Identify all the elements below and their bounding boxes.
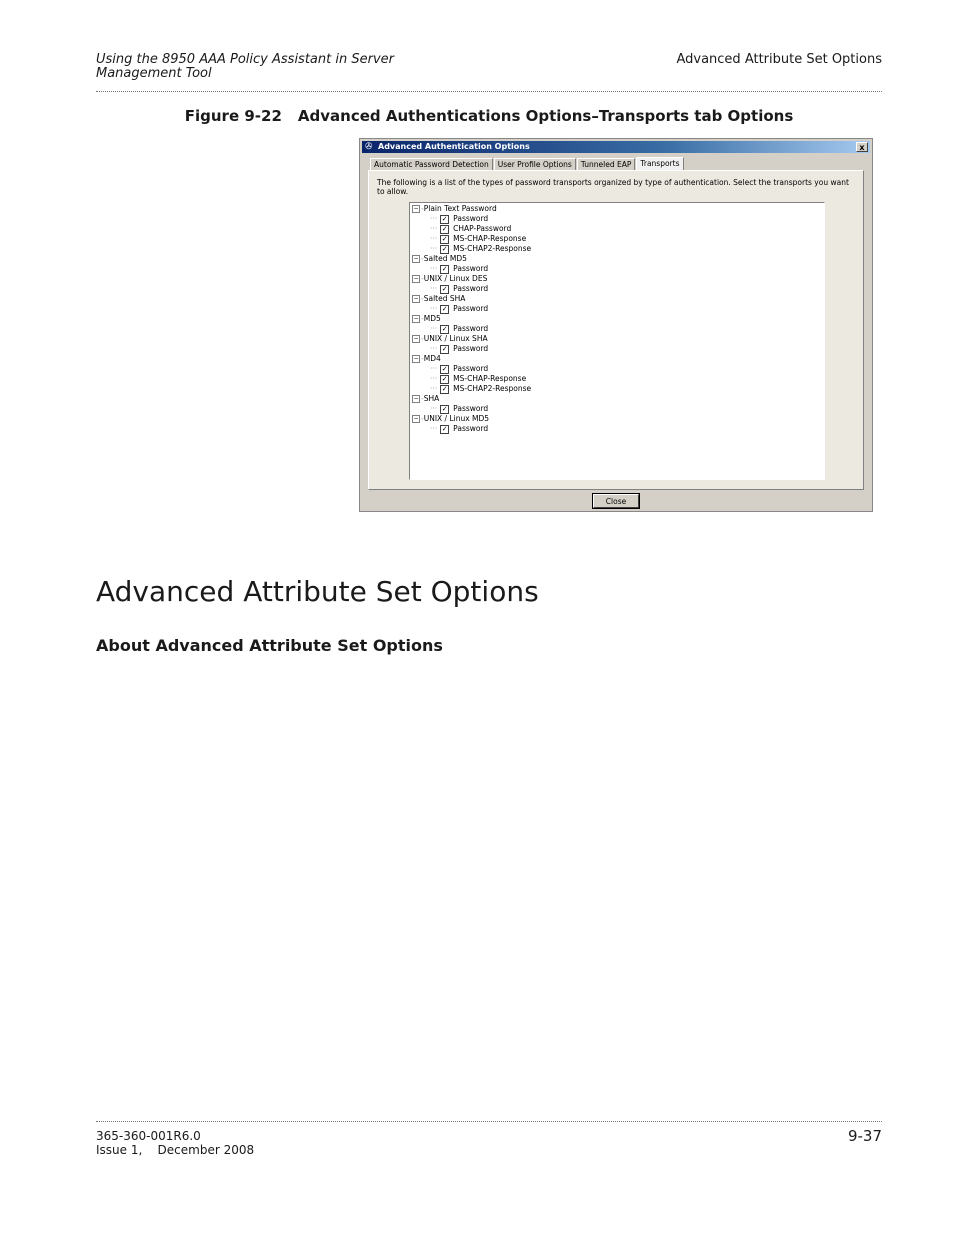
tree-item[interactable] (430, 214, 488, 224)
collapse-icon[interactable]: − (413, 315, 419, 322)
close-button[interactable]: Close (593, 494, 639, 508)
tree-item-label: MS-CHAP2-Response (453, 244, 532, 253)
tree-item[interactable] (430, 384, 531, 394)
transport-checkbox[interactable]: ✓ (441, 344, 448, 353)
doc-number: 365-360-001R6.0 (96, 1129, 201, 1143)
tree-connector: ··· (430, 234, 438, 243)
tree-item-label: MS-CHAP2-Response (453, 384, 532, 393)
tree-item-label: Password (453, 344, 489, 353)
app-logo-icon: ✇ (365, 142, 373, 152)
tree-item[interactable] (430, 364, 488, 374)
tree-item-label: Password (453, 304, 489, 313)
tree-item[interactable] (430, 244, 531, 254)
running-header-right: Advanced Attribute Set Options (676, 52, 882, 67)
tree-item-label: Password (453, 424, 489, 433)
transport-checkbox[interactable]: ✓ (441, 214, 448, 223)
tree-group-label: MD5 (423, 314, 441, 323)
tree-group[interactable] (412, 394, 439, 404)
footer-divider (96, 1121, 882, 1122)
tree-connector: ··· (430, 284, 438, 293)
tree-connector: ··· (430, 214, 438, 223)
tree-connector: ··· (430, 304, 438, 313)
tree-connector: - (421, 204, 424, 213)
tree-item-label: CHAP-Password (453, 224, 512, 233)
transport-checkbox[interactable]: ✓ (441, 244, 448, 253)
panel-description: The following is a list of the types of password transports organized by type of authentication. Select the transports you want to allow. (377, 178, 849, 196)
tree-connector: ··· (430, 224, 438, 233)
advanced-authentication-dialog (359, 138, 873, 512)
tree-connector: ··· (430, 344, 438, 353)
tree-connector: - (421, 274, 424, 283)
tree-connector: ··· (430, 364, 438, 373)
transport-checkbox[interactable]: ✓ (441, 424, 448, 433)
tree-item[interactable] (430, 324, 488, 334)
figure-caption (96, 107, 882, 125)
tree-connector: - (421, 394, 424, 403)
collapse-icon[interactable]: − (413, 415, 419, 422)
transport-checkbox[interactable]: ✓ (441, 284, 448, 293)
close-icon[interactable]: x (856, 142, 868, 152)
tab-transports[interactable]: Transports (636, 157, 683, 170)
tab-user-profile-options[interactable]: User Profile Options (494, 158, 576, 170)
tree-item[interactable] (430, 264, 488, 274)
collapse-icon[interactable]: − (413, 395, 419, 402)
transport-checkbox[interactable]: ✓ (441, 364, 448, 373)
tree-group-label: MD4 (423, 354, 441, 363)
running-header-left (96, 53, 436, 81)
tree-group[interactable] (412, 314, 441, 324)
tree-item-label: Password (453, 284, 489, 293)
dialog-title: Advanced Authentication Options (378, 142, 530, 151)
tree-item[interactable] (430, 344, 488, 354)
tree-group-label: Salted SHA (423, 294, 466, 303)
tab-tunneled-eap[interactable]: Tunneled EAP (577, 158, 636, 170)
tree-item-label: Password (453, 364, 489, 373)
tree-group[interactable] (412, 354, 441, 364)
collapse-icon[interactable]: − (413, 275, 419, 282)
tree-item[interactable] (430, 284, 488, 294)
transport-checkbox[interactable]: ✓ (441, 404, 448, 413)
tree-item[interactable] (430, 404, 488, 414)
tree-connector: - (421, 294, 424, 303)
tree-group-label: UNIX / Linux DES (423, 274, 488, 283)
tree-group-label: UNIX / Linux MD5 (423, 414, 490, 423)
transport-tree[interactable] (409, 202, 825, 480)
tree-group[interactable] (412, 254, 467, 264)
tree-connector: ··· (430, 264, 438, 273)
transport-checkbox[interactable]: ✓ (441, 324, 448, 333)
tree-item[interactable] (430, 424, 488, 434)
figure-number: Figure 9-22 (184, 107, 282, 125)
tree-group[interactable] (412, 204, 497, 214)
issue-date: Issue 1, December 2008 (96, 1143, 255, 1157)
tree-item-label: Password (453, 324, 489, 333)
tree-group[interactable] (412, 274, 487, 284)
tree-connector: ··· (430, 384, 438, 393)
tree-connector: - (421, 354, 424, 363)
tree-connector: ··· (430, 324, 438, 333)
tab-strip (370, 157, 685, 169)
tree-group-label: UNIX / Linux SHA (423, 334, 488, 343)
tree-connector: ··· (430, 404, 438, 413)
collapse-icon[interactable]: − (413, 355, 419, 362)
header-title-line1: Using the 8950 AAA Policy Assistant in Server (96, 52, 394, 67)
transport-checkbox[interactable]: ✓ (441, 304, 448, 313)
transport-checkbox[interactable]: ✓ (441, 234, 448, 243)
footer-left (96, 1129, 254, 1157)
tree-connector: - (421, 254, 424, 263)
tree-item-label: Password (453, 404, 489, 413)
collapse-icon[interactable]: − (413, 255, 419, 262)
page-number: 9-37 (847, 1127, 882, 1145)
tree-item-label: Password (453, 264, 489, 273)
tree-group[interactable] (412, 414, 489, 424)
tree-group[interactable] (412, 334, 488, 344)
figure-title: Advanced Authentications Options–Transports tab Options (297, 107, 794, 125)
collapse-icon[interactable]: − (413, 205, 419, 212)
tree-item[interactable] (430, 234, 526, 244)
tree-connector: ··· (430, 374, 438, 383)
tree-connector: - (421, 314, 424, 323)
tree-item-label: MS-CHAP-Response (453, 374, 527, 383)
tree-group-label: SHA (423, 394, 440, 403)
tree-item[interactable] (430, 224, 511, 234)
tree-group-label: Plain Text Password (423, 204, 497, 213)
tree-connector: ··· (430, 244, 438, 253)
collapse-icon[interactable]: − (413, 295, 419, 302)
tree-item[interactable] (430, 374, 526, 384)
tab-automatic-password-detection[interactable]: Automatic Password Detection (370, 158, 493, 170)
transport-checkbox[interactable]: ✓ (441, 374, 448, 383)
transport-checkbox[interactable]: ✓ (441, 384, 448, 393)
header-title-line2: Management Tool (96, 66, 212, 81)
dialog-titlebar[interactable] (362, 141, 870, 153)
tree-group-label: Salted MD5 (423, 254, 467, 263)
header-divider (96, 91, 882, 92)
collapse-icon[interactable]: − (413, 335, 419, 342)
section-subheading: About Advanced Attribute Set Options (96, 636, 443, 655)
transport-checkbox[interactable]: ✓ (441, 264, 448, 273)
tree-connector: - (421, 414, 424, 423)
tree-item-label: Password (453, 214, 489, 223)
transports-panel (368, 170, 864, 490)
tree-item-label: MS-CHAP-Response (453, 234, 527, 243)
section-heading: Advanced Attribute Set Options (96, 575, 539, 608)
transport-checkbox[interactable]: ✓ (441, 224, 448, 233)
tree-item[interactable] (430, 304, 488, 314)
tree-connector: - (421, 334, 424, 343)
tree-group[interactable] (412, 294, 465, 304)
tree-connector: ··· (430, 424, 438, 433)
